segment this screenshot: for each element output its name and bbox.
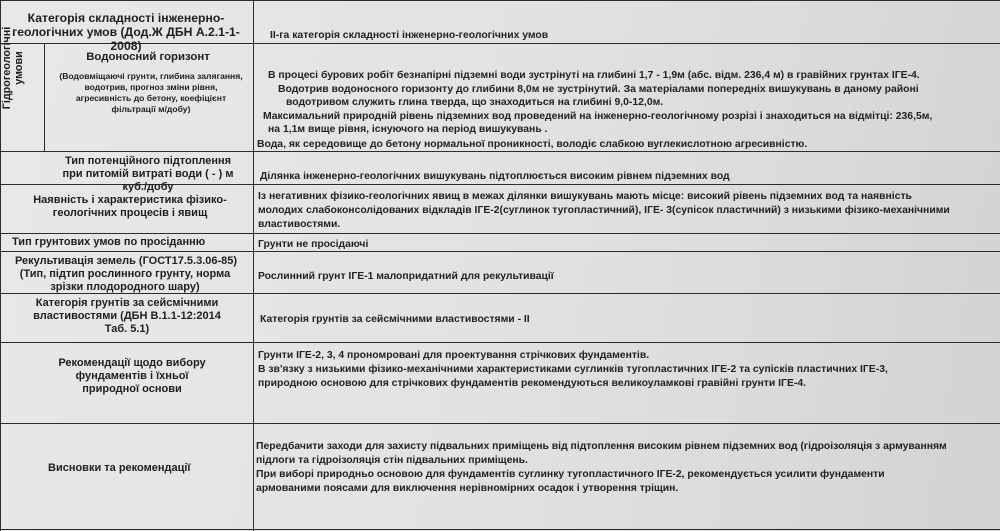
- processes-line-3: властивостями.: [258, 219, 341, 230]
- row-sublabel-recultivation: (Тип, підтип рослинного грунту, норма зрізки плодородного шару): [19, 268, 231, 293]
- row-divider: [0, 423, 1000, 424]
- conclusions-line-3: При виборі природньо основою для фундаментів суглинку тугопластичного ІГЕ-2, рекомендується усилити фундаменти: [256, 469, 885, 480]
- foundations-line-1: Грунти ІГЕ-2, 3, 4 прономровані для проектування стрічкових фундаментів.: [258, 350, 650, 361]
- aquifer-line-2: Водотрив водоносного горизонту до глибини 8,0м не зустрінутий. За матеріалами попередніх вишукувань в даному районі: [278, 84, 919, 95]
- aquifer-line-6: Вода, як середовище до бетону нормальної проникності, володіє слабкою вуглекислотною агресивністю.: [257, 139, 808, 150]
- row-value-complexity: II-га категорія складності інженерно-геологічних умов: [270, 30, 549, 41]
- conclusions-line-4: армованими поясами для виключення нерівномірних осадок і утворення тріщин.: [256, 483, 679, 494]
- group-label-hydrogeology: Гідрогеологічні умови: [1, 26, 25, 110]
- foundations-line-3: природною основою для стрічкових фундаментів рекомендуються великоуламкові гравійні грунти ІГЕ-4.: [258, 378, 807, 389]
- row-label-subsidence: Тип грунтових умов по просіданню: [12, 236, 206, 248]
- row-value-flooding: Ділянка інженерно-геологічних вишукувань підтоплюється високим рівнем підземних вод: [260, 171, 730, 182]
- row-value-seismic: Категорія грунтів за сейсмічними властивостями - II: [260, 314, 530, 325]
- row-label-seismic: Категорія грунтів за сейсмічними властивостями (ДБН В.1.1-12:2014 Таб. 5.1): [33, 297, 221, 335]
- row-label-processes: Наявність і характеристика фізико-геологічних процесів і явищ: [33, 194, 227, 219]
- row-divider: [0, 342, 1000, 343]
- row-label-complexity: Категорія складності інженерно-геологічних умов (Дод.Ж ДБН А.2.1-1-2008): [12, 11, 240, 53]
- conclusions-line-2: підлоги та гідроізоляція стін підвальних приміщень.: [256, 455, 528, 466]
- processes-line-2: молодих слабоконсолідованих відкладів ІГЕ-2(суглинок тугопластичний), ІГЕ- 3(супісок пластичний) з низькими фізико-механічними: [258, 205, 950, 216]
- row-label-aquifer: Водоносний горизонт: [86, 51, 210, 63]
- row-value-subsidence: Грунти не просідаючі: [258, 239, 369, 250]
- row-sublabel-aquifer: (Водовміщаючі грунти, глибина залягання, водотрив, прогноз зміни рівня, агресивність до бетону, коефіцієнт фільтрації м/добу): [59, 71, 243, 114]
- row-label-conclusions: Висновки та рекомендації: [48, 462, 191, 474]
- aquifer-line-3: водотривом служить глина тверда, що знаходиться на глибині 9,0-12,0м.: [286, 97, 664, 108]
- row-label-foundations: Рекомендації щодо вибору фундаментів і їхньої природної основи: [58, 357, 206, 395]
- row-value-recultivation: Рослинний грунт ІГЕ-1 малопридатний для рекультивації: [258, 271, 554, 282]
- row-label-recultivation: Рекультивація земель (ГОСТ17.5.3.06-85): [14, 255, 238, 267]
- row-divider: [0, 529, 1000, 530]
- aquifer-line-4: Максимальний природній рівень підземних вод проведений на інженерно-геологічному розрізі і знаходиться на відмітці: 236,5м,: [263, 111, 933, 122]
- row-divider: [0, 233, 1000, 234]
- aquifer-line-1: В процесі бурових робіт безнапірні підземні води зустрінуті на глибині 1,7 - 1,9м (абс. відм. 236,4 м) в гравійних грунтах ІГЕ-4.: [268, 70, 920, 81]
- aquifer-line-5: на 1,1м вище рівня, існуючого на період вишукувань .: [268, 124, 548, 135]
- row-label-flooding: Тип потенційного підтоплення при питомій витраті води ( - ) м куб./добу: [62, 155, 234, 193]
- column-divider: [253, 0, 254, 531]
- processes-line-1: Із негативних фізико-геологічних явищ в межах ділянки вишукувань мають місце: високий рівень підземних вод та наявність: [258, 191, 912, 202]
- foundations-line-2: В зв'язку з низькими фізико-механічними характеристиками суглинків тугопластичних ІГЕ-2 та супісків пластичних ІГЕ-3,: [258, 364, 888, 375]
- subgroup-divider: [44, 43, 45, 151]
- conclusions-line-1: Передбачити заходи для захисту підвальних приміщень від підтоплення високим рівнем підземних вод (гідроізоляція з армуванням: [256, 441, 947, 452]
- row-divider: [0, 251, 1000, 252]
- row-divider: [0, 151, 1000, 152]
- row-divider: [0, 0, 1000, 1]
